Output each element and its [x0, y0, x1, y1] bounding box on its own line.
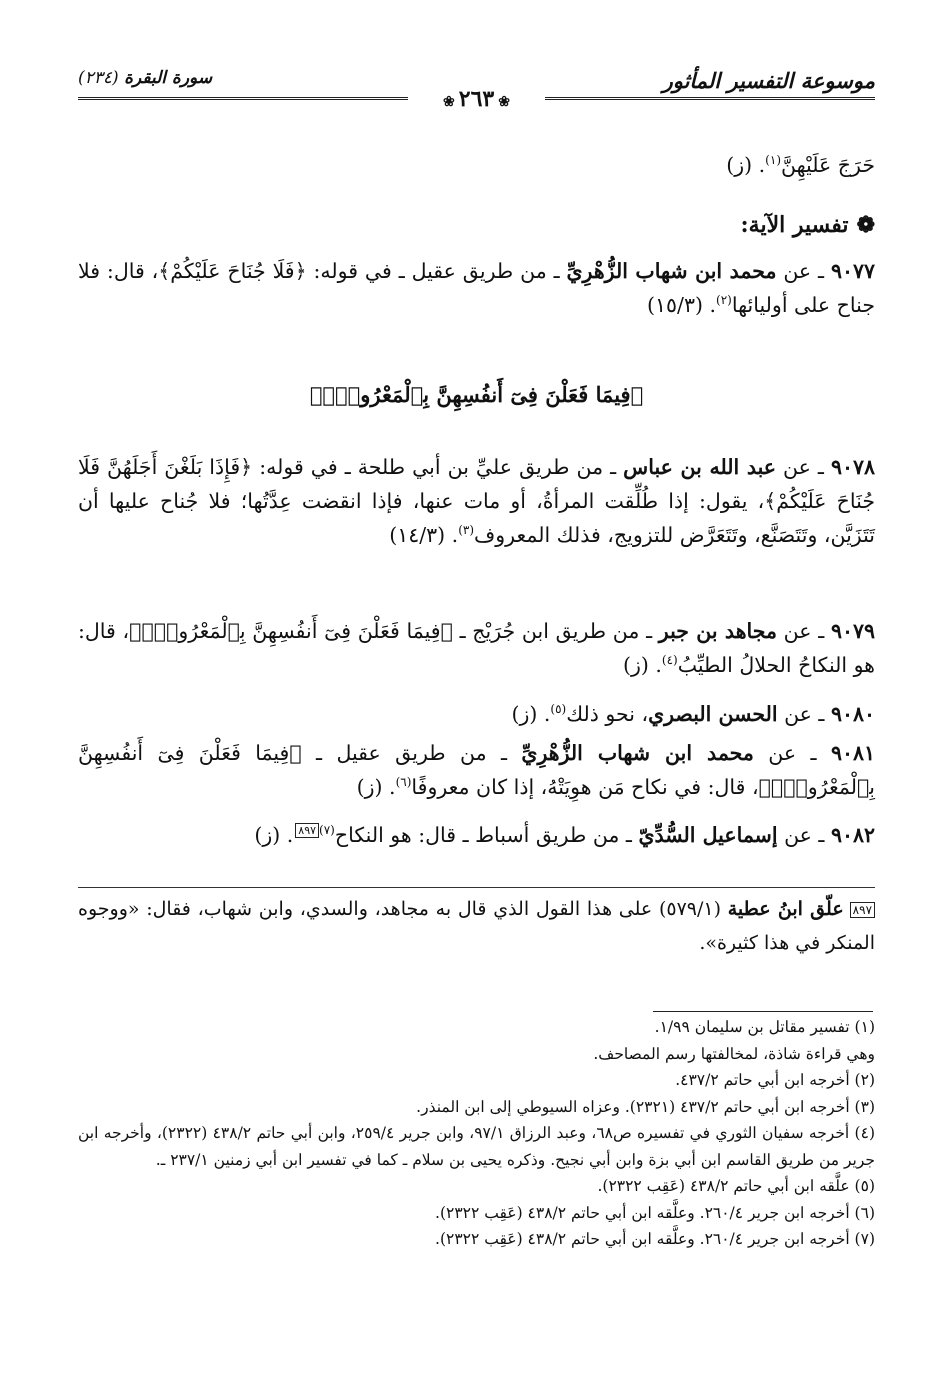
footnote: (٦) أخرجه ابن جرير ٢٦٠/٤. وعلَّقه ابن أبي حاتم ٤٣٨/٢ (عَقِب ٢٣٢٢).	[435, 1203, 875, 1222]
footnote: (٢) أخرجه ابن أبي حاتم ٤٣٧/٢.	[675, 1071, 875, 1089]
narration-tail: . (ز)	[511, 702, 551, 726]
surah-label: سورة البقرة	[124, 68, 213, 88]
narration-text: ـ من طريق عقيل ـ ﴿فِيمَا فَعَلْنَ فِىٓ أَنفُسِهِنَّ بِٱلْمَعْرُوفِۗ﴾، قال: في نكاح مَن هوِيَتْهُ، إذا كان معروفًا	[78, 741, 875, 799]
footnote-ref[interactable]: (٦)	[395, 775, 412, 790]
narration-number: ٩٠٨٠	[830, 702, 875, 726]
section-heading-text: تفسير الآية:	[740, 212, 849, 238]
footnotes-divider	[653, 1011, 873, 1012]
narration-number: ٩٠٧٨	[830, 455, 875, 479]
narration-9082	[78, 818, 875, 852]
narration-tail: . (١٥/٣)	[647, 293, 717, 317]
narration-text: ـ عن	[776, 619, 831, 643]
narrator-name: الحسن البصري	[648, 702, 778, 726]
narration-number: ٩٠٧٩	[830, 619, 875, 643]
narration-tail: . (ز)	[622, 653, 662, 677]
header-rule-right	[545, 97, 875, 100]
narration-number: ٩٠٧٧	[830, 259, 875, 283]
narration-text: ـ عن	[776, 455, 831, 479]
narration-text: ـ عن	[753, 741, 831, 765]
narration-9081	[78, 736, 875, 804]
footnotes	[78, 1014, 875, 1253]
ayah-reference: (٢٣٤)	[78, 68, 119, 88]
commentary-text: (٥٧٩/١) على هذا القول الذي قال به مجاهد، والسدي، وابن شهاب، فقال: «ووجوه المنكر في هذا كثيرة».	[78, 898, 875, 954]
narration-text: ـ عن	[777, 823, 831, 847]
narration-text: ـ من طريق ابن جُرَيْج ـ ﴿فِيمَا فَعَلْنَ فِىٓ أَنفُسِهِنَّ بِٱلْمَعْرُوفِۗ﴾، قال: هو النكاحُ الحلالُ الطيِّبُ	[78, 619, 875, 677]
narration-9078	[78, 450, 875, 552]
flower-icon: ❁	[856, 212, 875, 238]
footnote-ref[interactable]: (٤)	[661, 653, 678, 668]
ayah-quote: ﴿فِيمَا فَعَلْنَ فِىٓ أَنفُسِهِنَّ بِٱلْمَعْرُوفِۗ﴾	[309, 382, 644, 407]
commentary-note	[78, 892, 875, 960]
narrator-name: محمد ابن شهاب الزُّهْرِيِّ	[521, 741, 754, 765]
footnote-ref[interactable]: (٥)	[550, 702, 567, 717]
narration-tail: . (١٤/٣)	[389, 523, 459, 547]
narration-9080	[78, 697, 875, 731]
page-header	[78, 68, 875, 118]
narrator-name: إسماعيل السُّدِّيّ	[638, 823, 778, 847]
narration-tail: . (ز)	[356, 775, 396, 799]
ornament-icon: ❀	[443, 94, 455, 110]
narrator-name: مجاهد بن جبر	[658, 619, 777, 643]
narrator-name: محمد ابن شهاب الزُّهْرِيِّ	[566, 259, 777, 283]
footnote: (١) تفسير مقاتل بن سليمان ١/٩٩.	[654, 1018, 875, 1036]
narration-9079	[78, 614, 875, 682]
narration-text: ـ من طريق أسباط ـ قال: هو النكاح	[334, 823, 639, 847]
paragraph-tail: . (ز)	[726, 153, 766, 177]
page-number: ٢٦٣	[458, 86, 495, 112]
narration-text: ـ من طريق عليِّ بن أبي طلحة ـ في قوله: ﴿فَإِذَا بَلَغْنَ أَجَلَهُنَّ فَلَا جُنَاحَ عَلَيْكُمْ﴾، يقول: إذا طُلِّقت المرأةُ، أو مات عنها، فإذا انقضت عِدَّتُها؛ فلا جُناح عليها أن تَتَزَيَّن، وتَتَصَنَّع، وتَتَعَرَّض للتزويج، فذلك المعروف	[78, 455, 875, 547]
paragraph-continuation	[78, 148, 875, 182]
page-number-group	[433, 86, 520, 112]
commentary-lead: علّق ابنُ عطية	[727, 898, 844, 920]
comment-box-number: ٨٩٧	[850, 902, 875, 918]
footnote: (٥) علَّقه ابن أبي حاتم ٤٣٨/٢ (عَقِب ٢٣٢٢).	[597, 1177, 875, 1195]
section-heading	[78, 212, 875, 238]
ornament-icon: ❀	[498, 94, 510, 110]
book-title: موسوعة التفسير المأثور	[662, 68, 875, 93]
narration-number: ٩٠٨٢	[830, 823, 875, 847]
commentary-divider	[78, 887, 875, 888]
footnote: (٤) أخرجه سفيان الثوري في تفسيره ص٦٨، وعبد الرزاق ٩٧/١، وابن جرير ٢٥٩/٤، وابن أبي حاتم ٤٣٨/٢ (٢٣٢٢)، وأخرجه ابن جرير من طريق القاسم ابن أبي بزة وابن أبي نجيح. وذكره يحيى بن سلام ـ كما في تفسير ابن أبي زمنين ٢٣٧/١ ـ.	[78, 1124, 875, 1169]
comment-box-ref[interactable]: ٨٩٧	[295, 823, 319, 838]
footnote: (٣) أخرجه ابن أبي حاتم ٤٣٧/٢ (٢٣٢١). وعزاه السيوطي إلى ابن المنذر.	[416, 1097, 875, 1116]
narration-tail: . (ز)	[254, 823, 294, 847]
header-rule-left	[78, 97, 408, 100]
footnote-ref[interactable]: (٧)	[319, 823, 335, 838]
narration-text: ـ عن	[777, 702, 831, 726]
narration-text: ، نحو ذلك	[566, 702, 649, 726]
footnote: وهي قراءة شاذة، لمخالفتها رسم المصاحف.	[593, 1044, 875, 1063]
footnote-ref[interactable]: (١)	[765, 153, 781, 168]
narration-text: ـ من طريق عقيل ـ في قوله: ﴿فَلَا جُنَاحَ عَلَيْكُمْ﴾، قال: فلا جناح على أوليائها	[78, 259, 875, 317]
narration-text: ـ عن	[776, 259, 831, 283]
footnote-ref[interactable]: (٣)	[458, 523, 475, 538]
narrator-name: عبد الله بن عباس	[623, 455, 777, 479]
narration-9077	[78, 254, 875, 322]
paragraph-text: حَرَجَ عَلَيْهِنَّ	[781, 153, 875, 177]
footnote: (٧) أخرجه ابن جرير ٢٦٠/٤. وعلَّقه ابن أبي حاتم ٤٣٨/٢ (عَقِب ٢٣٢٢).	[435, 1230, 875, 1248]
narration-number: ٩٠٨١	[830, 741, 875, 765]
surah-reference	[78, 68, 212, 88]
footnote-ref[interactable]: (٢)	[716, 293, 732, 308]
